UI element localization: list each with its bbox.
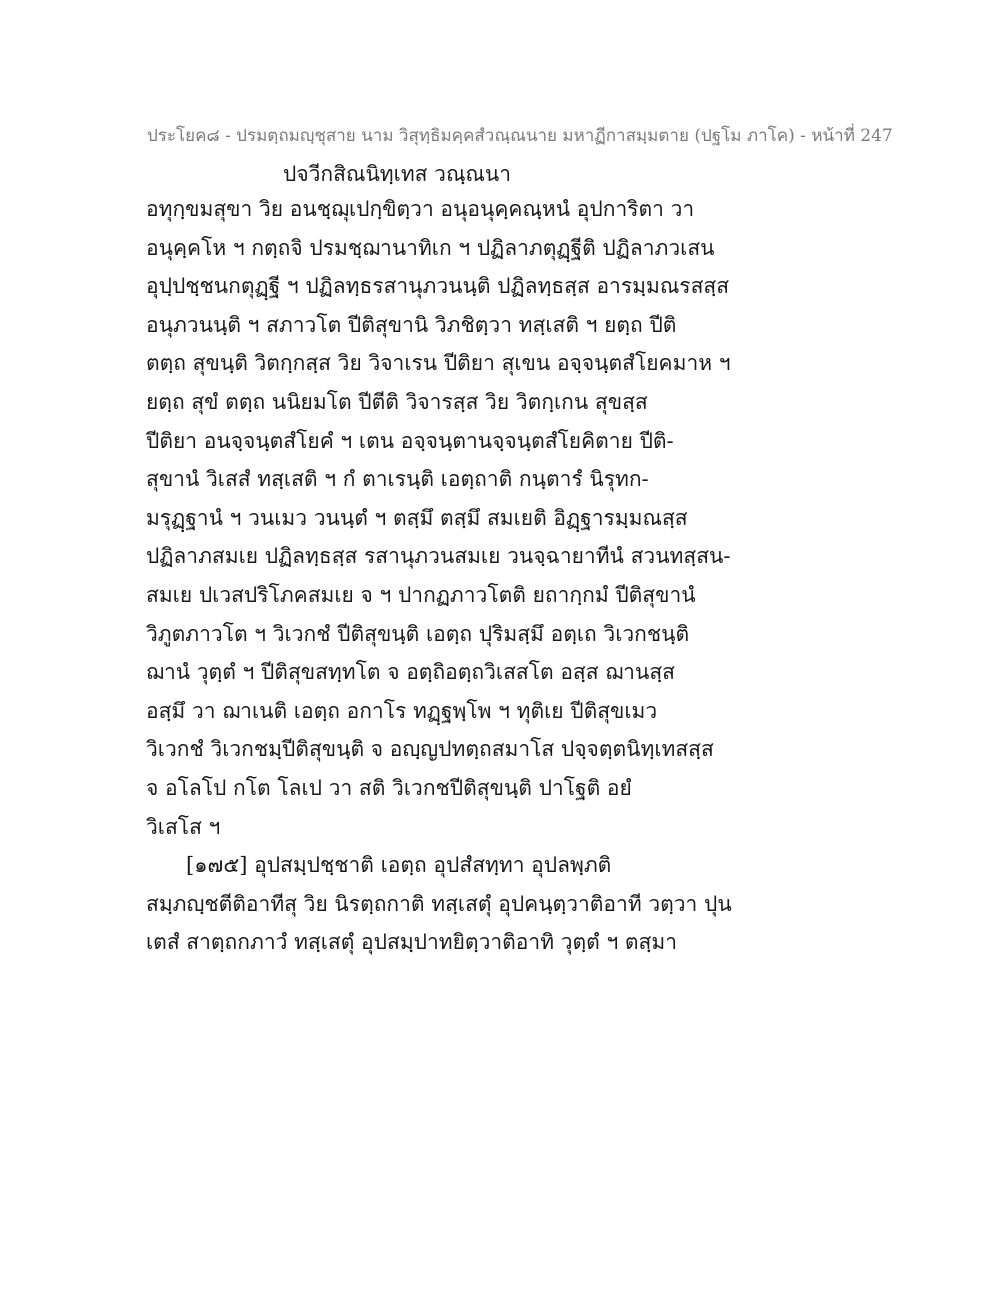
text-line: สมเย ปเวสปริโภคสมเย จ ฯ ปากฏภาวโตติ ยถากฺกมํ ปีติสุขานํ	[146, 582, 696, 607]
text-line: สมฺภญฺชตีติอาทีสุ วิย นิรตฺถกาติ ทสฺเสตุํ อุปคนฺตฺวาติอาที วตฺวา ปุน	[146, 891, 732, 916]
paragraph-start-line: [๑๗๕] อุปสมฺปชฺชาติ เอตฺถ อุปสํสทฺทา อุปลพฺภติ	[186, 853, 612, 878]
text-line: จ อโลโป กโต โลเป วา สติ วิเวกชปีติสุขนฺติ ปาโฐติ อยํ	[146, 775, 632, 800]
text-line: วิเสโส ฯ	[146, 814, 221, 839]
text-line: วิภูตภาวโต ฯ วิเวกชํ ปีติสุขนฺติ เอตฺถ ปุริมสฺมึ อตฺเถ วิเวกชนฺติ	[146, 621, 690, 646]
running-header: ประโยค๘ - ปรมตฺถมญฺชุสาย นาม วิสุทฺธิมคฺคสํวณฺณนาย มหาฏีกาสมฺมตาย (ปฐโม ภาโค) - หน้าที่ 247	[147, 126, 893, 146]
text-line: อนุภวนนฺติ ฯ สภาวโต ปีติสุขานิ วิภชิตฺวา ทสฺเสติ ฯ ยตฺถ ปีติ	[146, 312, 677, 337]
text-line: วิเวกชํ วิเวกชมฺปีติสุขนฺติ จ อญฺญปทตฺถสมาโส ปจฺจตฺตนิทฺเทสสฺส	[146, 737, 714, 762]
text-line: ปีติยา อนจฺจนฺตสํโยคํ ฯ เตน อจฺจนฺตานจฺจนฺตสํโยคิตาย ปีติ-	[146, 428, 674, 453]
text-line: อสฺมึ วา ฌาเนติ เอตฺถ อกาโร ทฏฺฐพฺโพ ฯ ทุติเย ปีติสุขเมว	[146, 698, 658, 723]
text-line: ตตฺถ สุขนฺติ วิตกฺกสฺส วิย วิจาเรน ปีติยา สุเขน อจฺจนฺตสํโยคมาห ฯ	[146, 351, 731, 376]
text-line: อุปฺปชฺชนกตุฏฺฐี ฯ ปฏิลทฺธรสานุภวนนฺติ ปฏิลทฺธสฺส อารมฺมณรสสฺส	[146, 274, 730, 299]
text-line: สุขานํ วิเสสํ ทสฺเสติ ฯ กํ ตาเรนฺติ เอตฺถาติ กนฺตารํ นิรุทก-	[146, 467, 649, 492]
text-line: มรุฏฺฐานํ ฯ วนเมว วนนฺตํ ฯ ตสฺมึ ตสฺมึ สมเยติ อิฏฺฐารมฺมณสฺส	[146, 505, 688, 530]
text-line: ฌานํ วุตฺตํ ฯ ปีติสุขสทฺทโต จ อตฺถิอตฺถวิเสสโต อสฺส ฌานสฺส	[146, 660, 675, 685]
text-line: อนุคฺคโห ฯ กตฺถจิ ปรมชฺฌานาทิเก ฯ ปฏิลาภตุฏฺฐีติ ปฏิลาภวเสน	[146, 235, 715, 260]
section-title: ปจวีกสิณนิทฺเทส วณฺณนา	[283, 162, 512, 186]
text-line: ยตฺถ สุขํ ตตฺถ นนิยมโต ปีตีติ วิจารสฺส วิย วิตกฺเกน สุขสฺส	[146, 389, 648, 414]
body-text	[146, 190, 866, 962]
text-line: อทุกฺขมสุขา วิย อนชฺฌุเปกฺขิตฺวา อนุอนุคฺคณฺหนํ อุปการิตา วา	[146, 197, 695, 221]
text-line: เตสํ สาตฺถกภาวํ ทสฺเสตุํ อุปสมฺปาทยิตฺวาติอาทิ วุตฺตํ ฯ ตสฺมา	[146, 930, 678, 955]
text-line: ปฏิลาภสมเย ปฏิลทฺธสฺส รสานุภวนสมเย วนจฺฉายาทีนํ สวนทสฺสน-	[146, 544, 731, 569]
